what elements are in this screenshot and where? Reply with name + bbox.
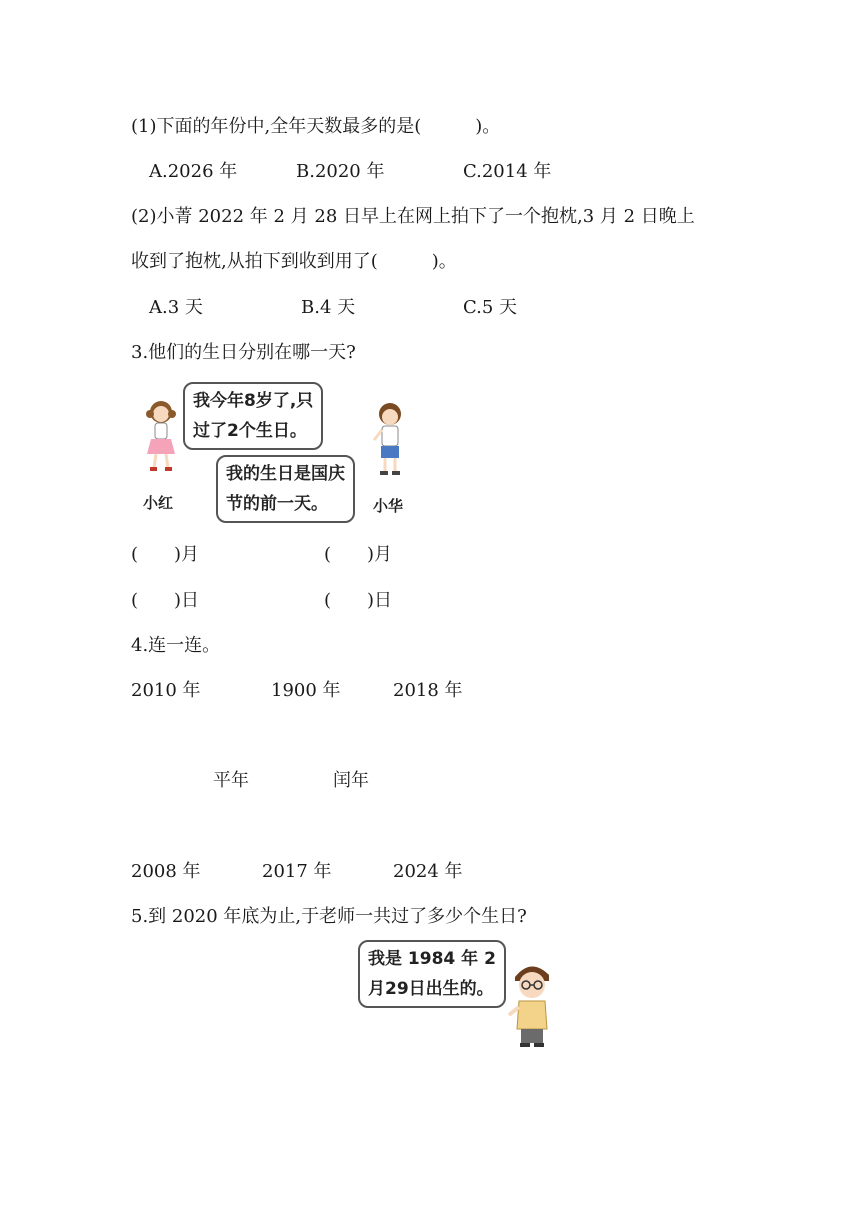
girl-month-blank[interactable]: ( )月	[131, 544, 200, 565]
q4-title: 4.连一连。	[131, 635, 221, 656]
q2-part1-option-b: B.2020 年	[296, 161, 385, 182]
bottom-year-3[interactable]: 2024 年	[393, 861, 463, 882]
girl-bubble-line2: 过了2个生日。	[193, 421, 307, 441]
teacher-bubble-line2: 月29日出生的。	[368, 979, 494, 999]
girl-speech-bubble	[183, 382, 323, 450]
q2-part2-stem-line2: 收到了抱枕,从拍下到收到用了( )。	[131, 251, 457, 272]
girl-bubble-line1: 我今年8岁了,只	[193, 391, 314, 411]
bottom-year-2[interactable]: 2017 年	[262, 861, 332, 882]
teacher-speech-bubble	[358, 940, 506, 1008]
q5-title: 5.到 2020 年底为止,于老师一共过了多少个生日?	[131, 906, 527, 927]
teacher-bubble-line1: 我是 1984 年 2	[368, 949, 496, 969]
q2-part1-stem: (1)下面的年份中,全年天数最多的是( )。	[131, 116, 501, 137]
boy-speech-bubble	[216, 455, 355, 523]
boy-day-blank[interactable]: ( )日	[324, 590, 393, 611]
girl-day-blank[interactable]: ( )日	[131, 590, 200, 611]
boy-bubble-line1: 我的生日是国庆	[226, 464, 345, 484]
teacher-illustration	[503, 957, 559, 1053]
girl-illustration	[141, 398, 185, 478]
boy-month-blank[interactable]: ( )月	[324, 544, 393, 565]
top-year-2[interactable]: 1900 年	[271, 680, 341, 701]
q2-part1-option-c: C.2014 年	[463, 161, 552, 182]
top-year-3[interactable]: 2018 年	[393, 680, 463, 701]
q2-part2-stem-line1: (2)小菁 2022 年 2 月 28 日早上在网上拍下了一个抱枕,3 月 2 日晚上	[131, 206, 695, 227]
bottom-year-1[interactable]: 2008 年	[131, 861, 201, 882]
girl-name: 小红	[143, 494, 174, 512]
top-year-1[interactable]: 2010 年	[131, 680, 201, 701]
q3-title: 3.他们的生日分别在哪一天?	[131, 342, 356, 363]
q2-part2-option-a: A.3 天	[149, 297, 203, 318]
common-year-label[interactable]: 平年	[213, 770, 249, 791]
boy-bubble-line2: 节的前一天。	[226, 494, 328, 514]
leap-year-label[interactable]: 闰年	[333, 770, 369, 791]
q2-part2-option-c: C.5 天	[463, 297, 518, 318]
q2-part2-option-b: B.4 天	[301, 297, 356, 318]
q2-part1-option-a: A.2026 年	[149, 161, 238, 182]
boy-name: 小华	[373, 497, 404, 515]
boy-illustration	[368, 400, 412, 482]
